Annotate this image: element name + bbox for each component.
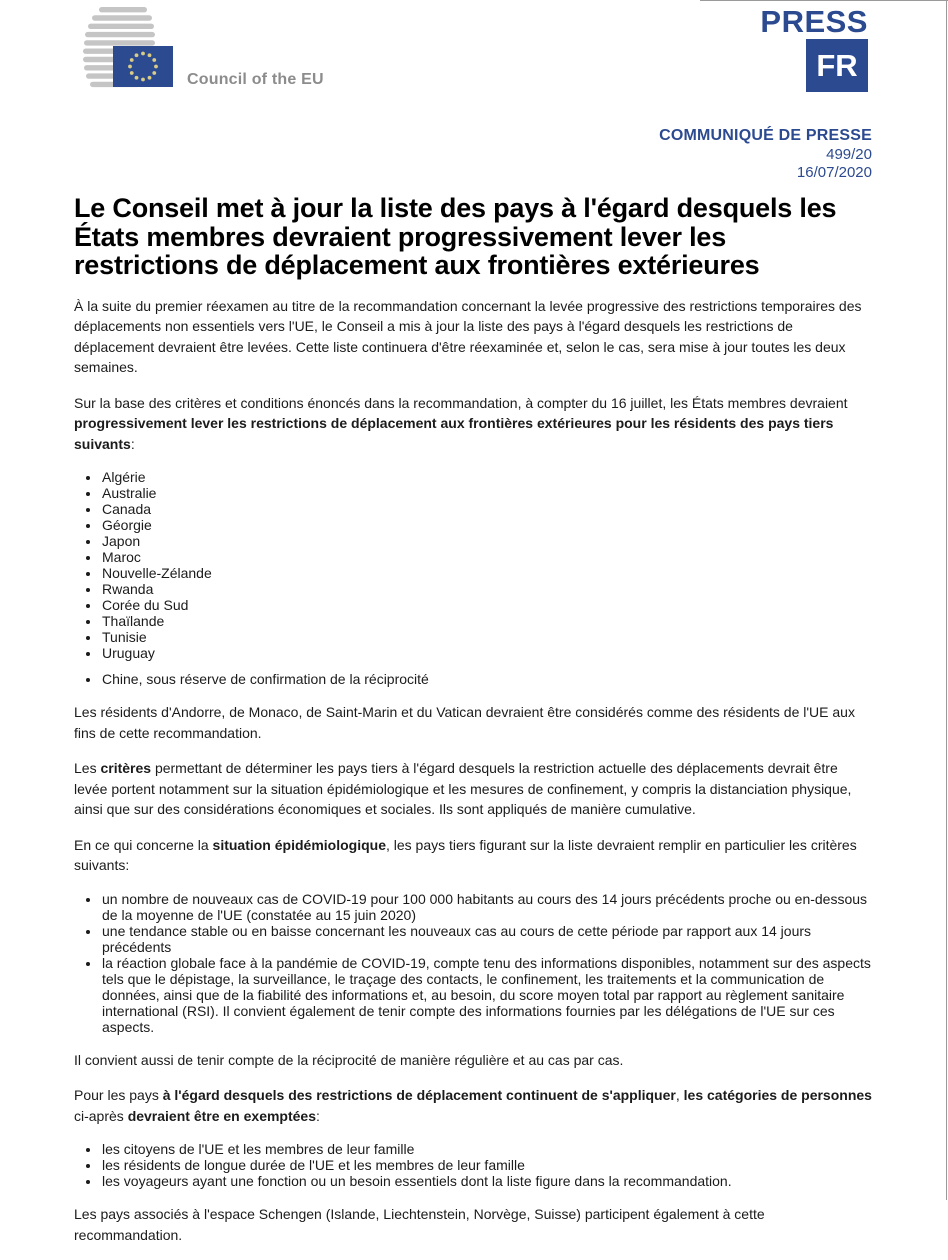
list-item: • Rwanda [101, 581, 874, 597]
text: Sur la base des critères et conditions énoncés dans la recommandation, à compter du 16 juillet, les États membres devraient [74, 394, 848, 411]
list-item: • une tendance stable ou en baisse concernant les nouveaux cas au cours de cette période par rapport aux 14 jours précédents [101, 923, 874, 955]
paragraph [74, 1085, 874, 1126]
text: ci-après [74, 1107, 128, 1124]
article-title: Le Conseil met à jour la liste des pays à l'égard desquels les États membres devraient progressivement lever les restrictions de déplacement aux frontières extérieures [74, 193, 837, 280]
text: permettant de déterminer les pays tiers à l'égard desquels la restriction actuelle des déplacements devrait être levée portent notamment sur la situation épidémiologique et les mesures de confinement, y compris la distanciation physique, ainsi que sur des considérations économiques et sociales. Ils sont appliqués de manière cumulative. [74, 760, 852, 817]
text: Il convient aussi de tenir compte de la réciprocité de manière régulière et au cas par cas. [74, 1051, 624, 1068]
bold-text: devraient être en exemptées [127, 1107, 317, 1124]
bold-text: à l'égard desquels des restrictions de déplacement continuent de s'appliquer [162, 1087, 676, 1103]
release-date: 16/07/2020 [796, 164, 872, 181]
article-body [74, 296, 874, 1246]
text: : [316, 1107, 320, 1124]
bullet-list [74, 1141, 874, 1189]
paragraph [74, 758, 874, 820]
list-item: • Tunisie [101, 629, 874, 645]
paragraph [74, 835, 874, 876]
council-logo [75, 6, 185, 90]
release-meta [659, 126, 872, 182]
list-item: • Thaïlande [101, 613, 874, 629]
language-badge: FR [806, 39, 868, 92]
list-item: • Canada [101, 501, 874, 517]
list-item: • Japon [101, 533, 874, 549]
text: En ce qui concerne la [74, 836, 213, 853]
text: À la suite du premier réexamen au titre de la recommandation concernant la levée progressive des restrictions temporaires des déplacements non essentiels vers l'UE, le Conseil a mis à jour la liste des pays à l'égard desquels les restrictions de déplacement devraient être levées. Cette liste continuera d'être réexaminée et, selon le cas, sera mise à jour toutes les deux semaines. [74, 297, 862, 375]
list-item: • Corée du Sud [101, 597, 874, 613]
text: : [130, 435, 135, 452]
text: , [675, 1087, 684, 1103]
window-edge-right [946, 0, 947, 1200]
list-item: • Nouvelle-Zélande [101, 565, 874, 581]
paragraph [74, 296, 874, 378]
text: , les pays tiers figurant sur la liste devraient remplir en particulier les critères suivants: [74, 836, 857, 873]
window-edge-top [700, 0, 948, 1]
list-item: • Uruguay [101, 645, 874, 661]
paragraph [74, 1050, 874, 1071]
list-item: • Chine, sous réserve de confirmation de la réciprocité [101, 671, 874, 687]
bullet-list [74, 469, 874, 661]
list-item: • les voyageurs ayant une fonction ou un besoin essentiels dont la liste figure dans la recommandation. [101, 1173, 874, 1189]
release-number: 499/20 [826, 146, 872, 163]
paragraph [74, 702, 874, 743]
bold-text: les catégories de personnes [683, 1087, 872, 1103]
council-logo-label: Council of the EU [187, 71, 324, 88]
list-item: • un nombre de nouveaux cas de COVID-19 pour 100 000 habitants au cours des 14 jours précédents proche ou en-dessous de la moyenne de l'UE (constatée au 15 juin 2020) [101, 891, 874, 923]
council-lantern-icon [75, 6, 185, 94]
bullet-list [74, 671, 874, 687]
press-label: PRESS [760, 4, 868, 39]
release-type: COMMUNIQUÉ DE PRESSE [659, 127, 872, 144]
paragraph [74, 393, 874, 455]
list-item: • Géorgie [101, 517, 874, 533]
bold-text: progressivement lever les restrictions de déplacement aux frontières extérieures pour les résidents des pays tiers suivants [74, 415, 834, 452]
bold-text: critères [100, 760, 152, 776]
paragraph [74, 1204, 874, 1245]
press-banner [760, 5, 868, 92]
article [74, 194, 874, 1260]
text: Les [74, 760, 101, 776]
bold-text: situation épidémiologique [212, 836, 386, 853]
list-item: • Algérie [101, 469, 874, 485]
list-item: • les résidents de longue durée de l'UE et les membres de leur famille [101, 1157, 874, 1173]
list-item: • la réaction globale face à la pandémie de COVID-19, compte tenu des informations disponibles, notamment sur des aspects tels que le dépistage, la surveillance, le traçage des contacts, le confinement, les traitements et la communication de données, ainsi que de la fiabilité des informations et, au besoin, du score moyen total par rapport au règlement sanitaire international (RSI). Il convient également de tenir compte des informations fournies par les délégations de l'UE sur ces aspects. [101, 955, 874, 1035]
text: Les résidents d'Andorre, de Monaco, de Saint-Marin et du Vatican devraient être considérés comme des résidents de l'UE aux fins de cette recommandation. [74, 704, 855, 741]
bullet-list [74, 891, 874, 1035]
text: Pour les pays [74, 1087, 163, 1103]
list-item: • Australie [101, 485, 874, 501]
list-item: • Maroc [101, 549, 874, 565]
text: Les pays associés à l'espace Schengen (Islande, Liechtenstein, Norvège, Suisse) participent également à cette recommandation. [74, 1206, 765, 1243]
eu-flag-icon [113, 46, 173, 87]
list-item: • les citoyens de l'UE et les membres de leur famille [101, 1141, 874, 1157]
